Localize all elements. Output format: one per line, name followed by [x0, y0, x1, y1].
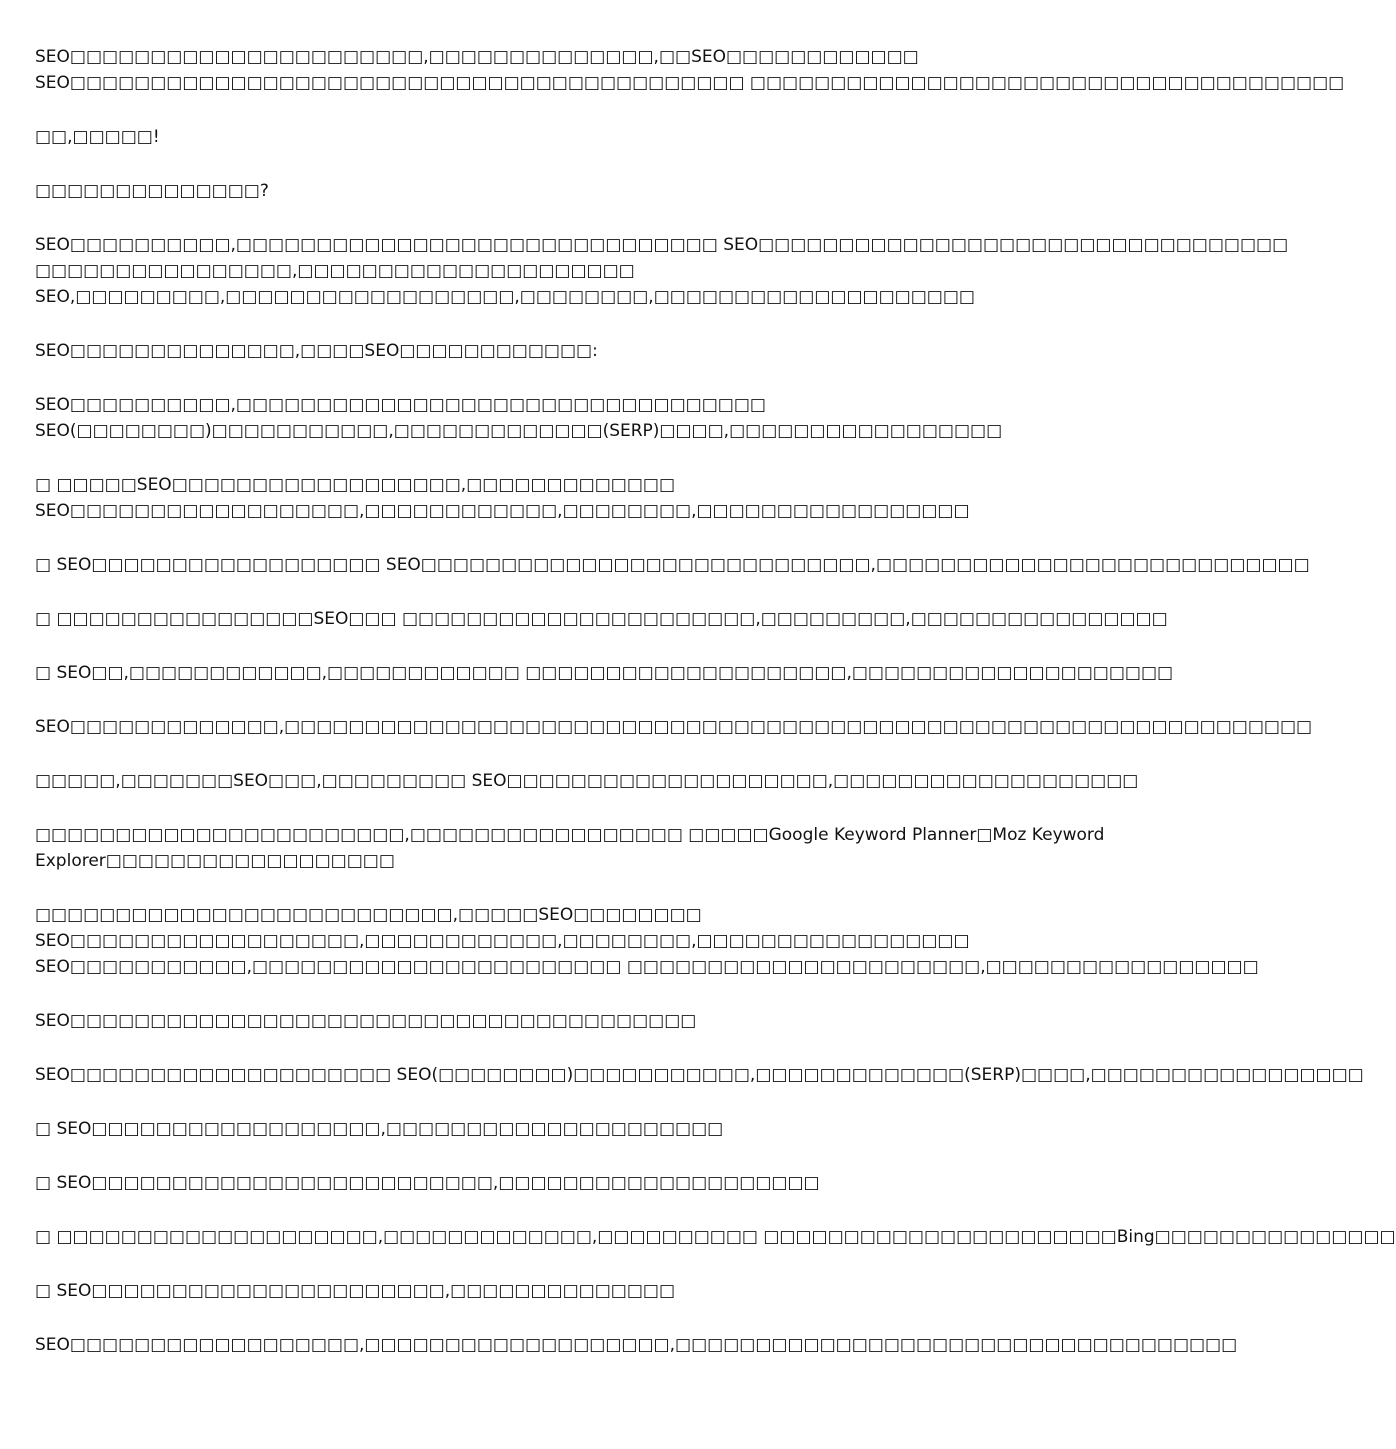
- paragraph-line: SEO□□□□□□□□□□□□□□□□□□,□□□□□□□□□□□□,□□□□□□□□,□□□□□□□□□□□□□□□□□: [35, 931, 970, 951]
- paragraph: [35, 1332, 1238, 1358]
- paragraph-line: □ □□□□□□□□□□□□□□□□SEO□□□ □□□□□□□□□□□□□□□□□□□□□□,□□□□□□□□□,□□□□□□□□□□□□□□□□: [35, 609, 1168, 629]
- paragraph-line: SEO(□□□□□□□□)□□□□□□□□□□□,□□□□□□□□□□□□□(SERP)□□□□,□□□□□□□□□□□□□□□□□: [35, 421, 1003, 441]
- paragraph-line: SEO□□□□□□□□□□□□□□,□□□□SEO□□□□□□□□□□□□:: [35, 341, 598, 361]
- paragraph-line: SEO□□□□□□□□□□,□□□□□□□□□□□□□□□□□□□□□□□□□□□□□□ SEO□□□□□□□□□□□□□□□□□□□□□□□□□□□□□□□□□: [35, 235, 1289, 255]
- paragraph-line: □ SEO□□□□□□□□□□□□□□□□□□,□□□□□□□□□□□□□□□□□□□□□: [35, 1119, 724, 1139]
- paragraph-line: □ SEO□□□□□□□□□□□□□□□□□□□□□□,□□□□□□□□□□□□□□: [35, 1281, 676, 1301]
- paragraph: [35, 660, 1174, 686]
- paragraph: [35, 714, 1313, 740]
- paragraph: [35, 1224, 1396, 1250]
- paragraph: [35, 1170, 995, 1196]
- paragraph-line: □ SEO□□□□□□□□□□□□□□□□□□ SEO□□□□□□□□□□□□□□□□□□□□□□□□□□□□,□□□□□□□□□□□□□□□□□□□□□□□□□□□: [35, 555, 1310, 575]
- paragraph-line: □□□□□,□□□□□□□SEO□□□,□□□□□□□□□ SEO□□□□□□□□□□□□□□□□□□□□,□□□□□□□□□□□□□□□□□□□: [35, 771, 1139, 791]
- paragraph: [35, 338, 995, 364]
- paragraph: [35, 44, 1345, 96]
- paragraph: [35, 606, 1168, 632]
- paragraph-line: Explorer□□□□□□□□□□□□□□□□□□: [35, 851, 395, 871]
- paragraph-line: SEO□□□□□□□□□□□□□□□□□□□□□□□□□□□□□□□□□□□□□□□□□□ □□□□□□□□□□□□□□□□□□□□□□□□□□□□□□□□□□□□□: [35, 73, 1345, 93]
- paragraph: [35, 1062, 1364, 1088]
- paragraph: [35, 178, 995, 204]
- paragraph-line: SEO□□□□□□□□□□□,□□□□□□□□□□□□□□□□□□□□□□□ □□□□□□□□□□□□□□□□□□□□□□,□□□□□□□□□□□□□□□□□: [35, 957, 1259, 977]
- paragraph-line: SEO□□□□□□□□□□□□□□□□□□□□ SEO(□□□□□□□□)□□□□□□□□□□□,□□□□□□□□□□□□□(SERP)□□□□,□□□□□□□□□□□□□□□□□: [35, 1065, 1364, 1085]
- paragraph: [35, 768, 1139, 794]
- paragraph-line: □ SEO□□,□□□□□□□□□□□□,□□□□□□□□□□□□ □□□□□□□□□□□□□□□□□□□□,□□□□□□□□□□□□□□□□□□□□: [35, 663, 1174, 683]
- paragraph-line: SEO□□□□□□□□□□□□□□□□□□,□□□□□□□□□□□□,□□□□□□□□,□□□□□□□□□□□□□□□□□: [35, 501, 970, 521]
- paragraph-line: SEO□□□□□□□□□□□□□,□□□□□□□□□□□□□□□□□□□□□□□□□□□□□□□□□□□□□□□□□□□□□□□□□□□□□□□□□□□□□□□□: [35, 717, 1313, 737]
- paragraph-line: SEO□□□□□□□□□□□□□□□□□□□□□□□□□□□□□□□□□□□□□□□: [35, 1011, 697, 1031]
- paragraph: [35, 552, 1310, 578]
- paragraph-line: SEO□□□□□□□□□□□□□□□□□□□□□□,□□□□□□□□□□□□□□,□□SEO□□□□□□□□□□□□: [35, 47, 919, 67]
- paragraph-line: SEO□□□□□□□□□□□□□□□□□□,□□□□□□□□□□□□□□□□□□□,□□□□□□□□□□□□□□□□□□□□□□□□□□□□□□□□□□□: [35, 1335, 1238, 1355]
- paragraph: [35, 902, 1259, 980]
- paragraph: [35, 1278, 995, 1304]
- document-body: [35, 44, 1396, 1386]
- paragraph-line: □ □□□□□□□□□□□□□□□□□□□□,□□□□□□□□□□□□□,□□□□□□□□□□ □□□□□□□□□□□□□□□□□□□□□□Bing□□□□□□□□□□□□□□□: [35, 1227, 1396, 1247]
- paragraph-line: □□□□□□□□□□□□□□□□,□□□□□□□□□□□□□□□□□□□□□: [35, 261, 635, 281]
- paragraph-line: SEO□□□□□□□□□□,□□□□□□□□□□□□□□□□□□□□□□□□□□□□□□□□□: [35, 395, 766, 415]
- paragraph: [35, 1008, 995, 1034]
- paragraph: [35, 392, 1003, 444]
- paragraph-line: □□□□□□□□□□□□□□□□□□□□□□□,□□□□□□□□□□□□□□□□□ □□□□□Google Keyword Planner□Moz Keyword: [35, 825, 1105, 845]
- paragraph: [35, 822, 1105, 874]
- paragraph: [35, 124, 995, 150]
- paragraph-line: □□□□□□□□□□□□□□?: [35, 181, 269, 201]
- paragraph: [35, 472, 995, 524]
- paragraph-line: □ □□□□□SEO□□□□□□□□□□□□□□□□□□,□□□□□□□□□□□□□: [35, 475, 676, 495]
- paragraph-line: □□,□□□□□!: [35, 127, 160, 147]
- paragraph-line: □ SEO□□□□□□□□□□□□□□□□□□□□□□□□□,□□□□□□□□□□□□□□□□□□□□: [35, 1173, 820, 1193]
- paragraph: [35, 232, 1289, 310]
- paragraph-line: SEO,□□□□□□□□□,□□□□□□□□□□□□□□□□□□,□□□□□□□□,□□□□□□□□□□□□□□□□□□□□: [35, 287, 975, 307]
- paragraph-line: □□□□□□□□□□□□□□□□□□□□□□□□□□,□□□□□SEO□□□□□□□□: [35, 905, 702, 925]
- paragraph: [35, 1116, 995, 1142]
